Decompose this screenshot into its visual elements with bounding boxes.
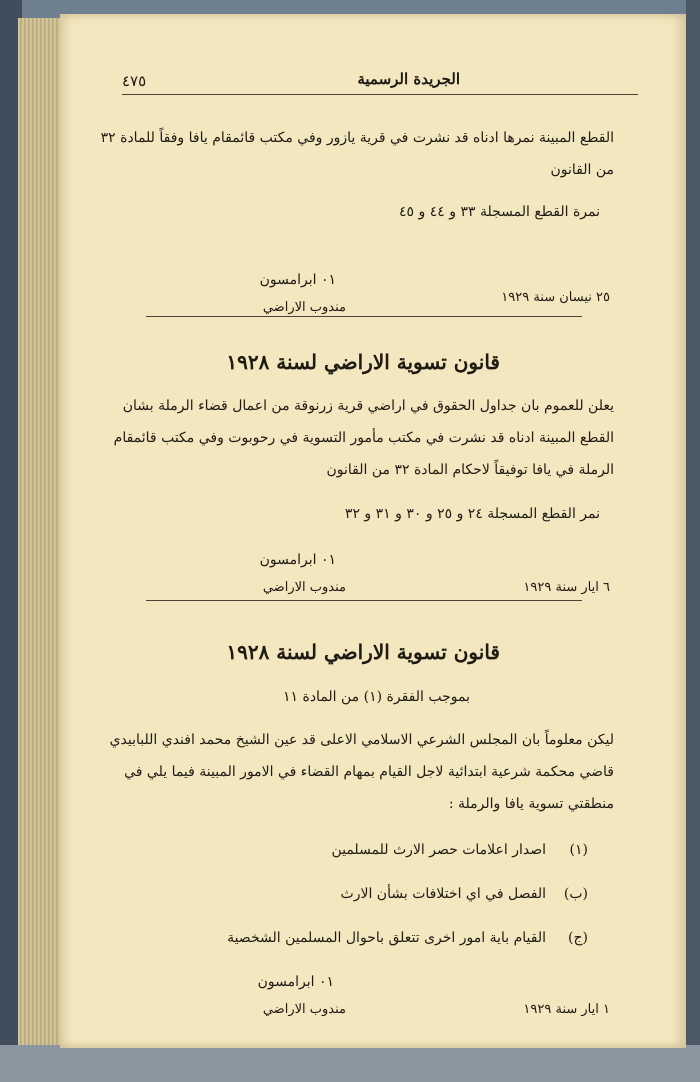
page-number: ٤٧٥ <box>122 72 147 90</box>
document-page <box>60 14 686 1048</box>
list-item-marker: (ب) <box>563 886 588 902</box>
notice-2-signer: ٠١ ابرامسون <box>259 552 336 568</box>
notice-3-line-2: قاضي محكمة شرعية ابتدائية لاجل القيام بمهام القضاء في الامور المبينة فيما يلي في <box>124 764 614 780</box>
notice-3-signer: ٠١ ابرامسون <box>257 974 334 990</box>
notice-2-line-2: القطع المبينة ادناه قد نشرت في مكتب مأمور التسوية في رحوبوت وفي مكتب قائمقام <box>113 430 614 446</box>
notice-3-line-1: ليكن معلوماً بان المجلس الشرعي الاسلامي الاعلى قد عين الشيخ محمد افندي اللبابيدي <box>109 732 614 748</box>
notice-2-line-1: يعلن للعموم بان جداول الحقوق في اراضي قرية زرنوقة من اعمال قضاء الرملة بشان <box>122 398 614 414</box>
notice-2-parcels: نمر القطع المسجلة ٢٤ و ٢٥ و ٣٠ و ٣١ و ٣٢ <box>344 506 600 522</box>
section-divider <box>146 600 582 601</box>
notice-3-date: ١ ايار سنة ١٩٢٩ <box>523 1002 610 1017</box>
page-edges <box>18 18 61 1062</box>
notice-3-subtitle: بموجب الفقرة (١) من المادة ١١ <box>282 689 470 705</box>
notice-1-signer-title: مندوب الاراضي <box>262 300 346 315</box>
notice-1-signer: ٠١ ابرامسون <box>259 272 336 288</box>
header-rule <box>122 94 638 95</box>
gazette-title: الجريدة الرسمية <box>357 70 460 88</box>
notice-3-line-3: منطقتي تسوية يافا والرملة : <box>448 796 614 812</box>
notice-2-date: ٦ ايار سنة ١٩٢٩ <box>523 580 610 595</box>
list-item-text: اصدار اعلامات حصر الارث للمسلمين <box>331 842 546 858</box>
notice-2-line-3: الرملة في يافا توفيقاً لاحكام المادة ٣٢ من القانون <box>326 462 614 478</box>
list-item-text: القيام باية امور اخرى تتعلق باحوال المسلمين الشخصية <box>227 930 546 946</box>
section-divider <box>146 316 582 317</box>
notice-1-line-2: من القانون <box>550 162 614 178</box>
notice-3-title: قانون تسوية الاراضي لسنة ١٩٢٨ <box>226 640 500 664</box>
list-item-marker: (١) <box>569 842 588 858</box>
notice-1-date: ٢٥ نيسان سنة ١٩٢٩ <box>501 290 610 305</box>
list-item-text: الفصل في اي اختلافات بشأن الارث <box>340 886 546 902</box>
list-item-marker: (ج) <box>568 930 588 946</box>
notice-2-title: قانون تسوية الاراضي لسنة ١٩٢٨ <box>226 350 500 374</box>
notice-3-signer-title: مندوب الاراضي <box>262 1002 346 1017</box>
notice-2-signer-title: مندوب الاراضي <box>262 580 346 595</box>
book-cover-right <box>686 0 700 1060</box>
scan-background <box>0 1045 700 1082</box>
notice-1-line-1: القطع المبينة نمرها ادناه قد نشرت في قرية يازور وفي مكتب قائمقام يافا وفقاً للمادة ٣٢ <box>100 130 614 146</box>
notice-1-parcels: نمرة القطع المسجلة ٣٣ و ٤٤ و ٤٥ <box>399 204 600 220</box>
